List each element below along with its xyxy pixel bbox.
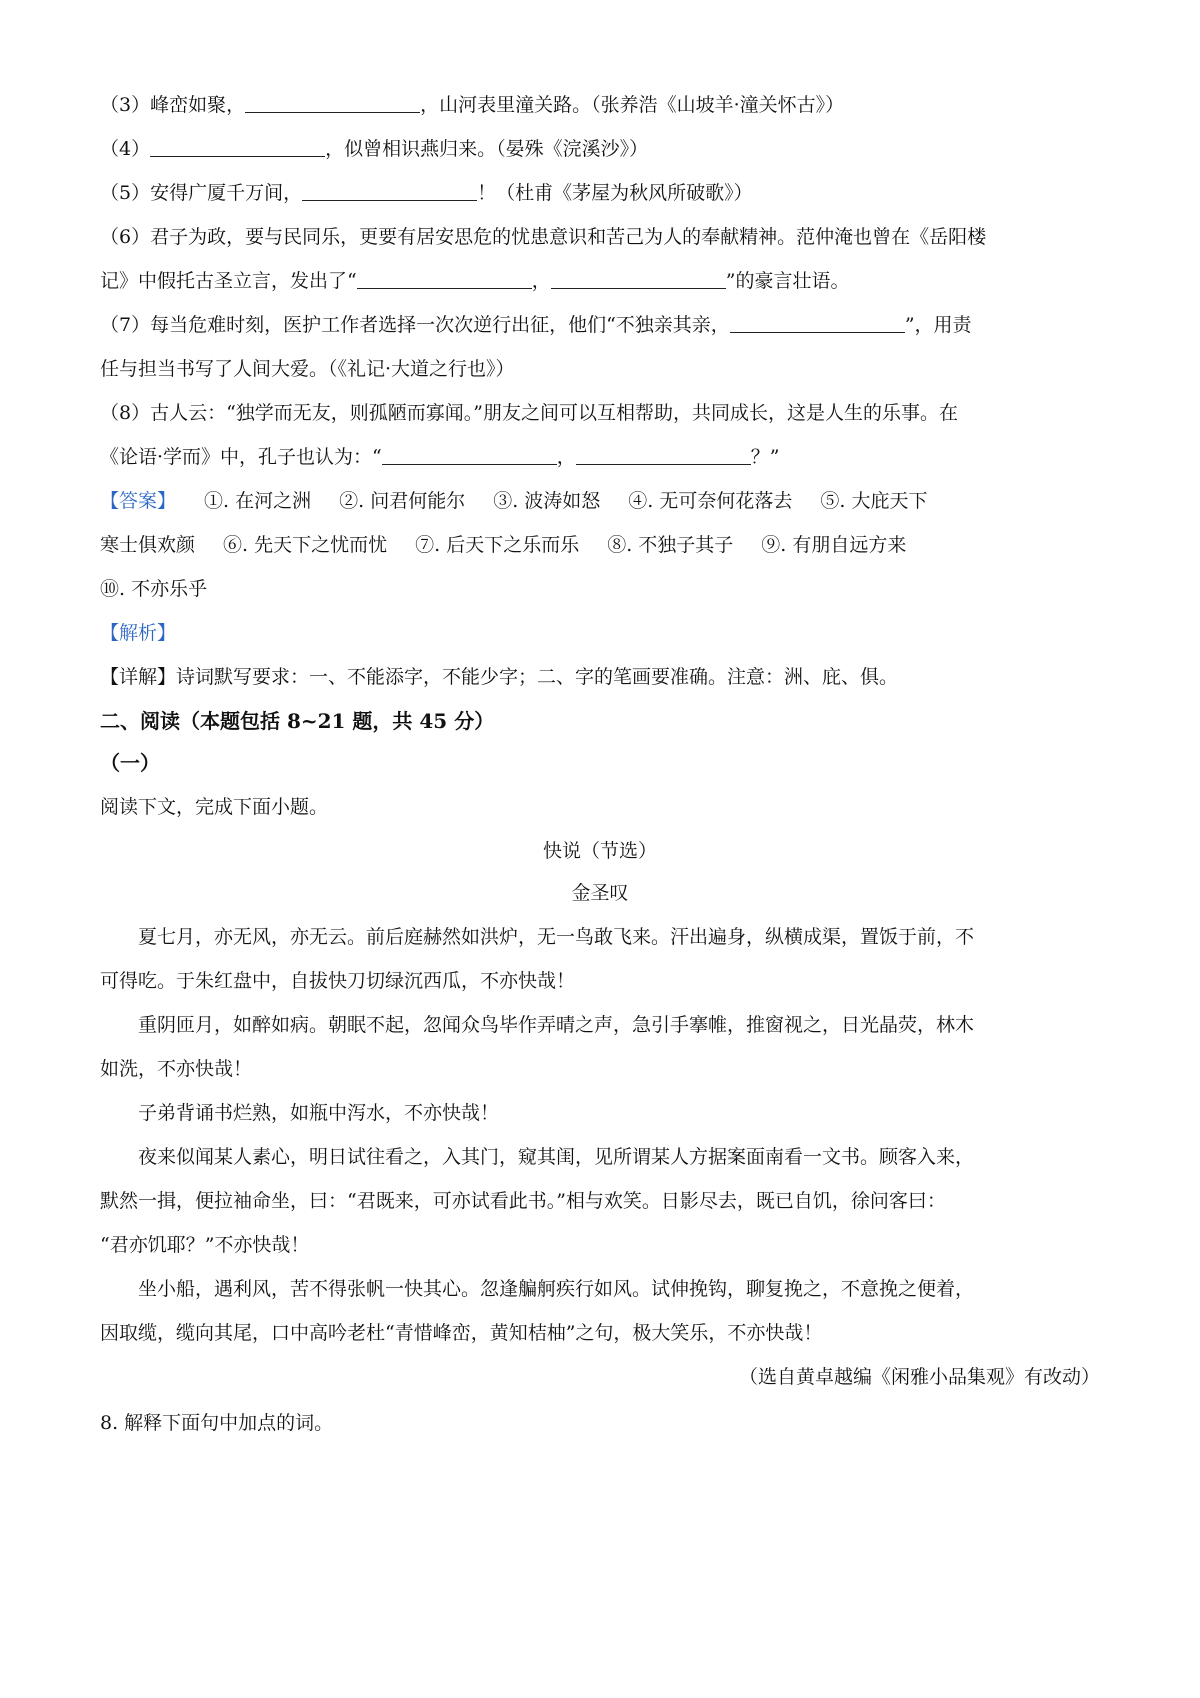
answer-item-5: ⑤. 大庇天下: [820, 490, 928, 512]
answer-line3: [100, 574, 1100, 604]
question-6-line1: （6）君子为政，要与民同乐，更要有居安思危的忧患意识和苦己为人的奉献精神。范仲淹也曾在《岳阳楼: [100, 226, 987, 248]
passage-p1-line1: 夏七月，亦无风，亦无云。前后庭赫然如洪炉，无一鸟敢飞来。汗出遍身，纵横成渠，置饭于前，不: [138, 926, 975, 948]
answer-blank[interactable]: [730, 310, 905, 333]
answer-item-3: ③. 波涛如怒: [493, 490, 601, 512]
section-heading: 二、阅读（本题包括 8~21 题，共 45 分）: [100, 709, 495, 733]
answer-blank[interactable]: [357, 266, 532, 289]
answer-item-5-cont: 寒士俱欢颜: [100, 534, 196, 556]
answer-line2: [100, 530, 1100, 560]
passage-p2-line2: 如洗，不亦快哉！: [100, 1058, 253, 1080]
passage-p4-line1: 夜来似闻某人素心，明日试往看之，入其门，窥其闺，见所谓某人方据案面南看一文书。顾客入来，: [138, 1146, 975, 1168]
answer-blank[interactable]: [245, 90, 420, 113]
question-8-prompt: 8. 解释下面句中加点的词。: [100, 1412, 334, 1434]
answer-blank[interactable]: [576, 442, 751, 465]
passage-p4-line3: “君亦饥耶？”不亦快哉！: [100, 1234, 310, 1256]
answer-item-7: ⑦. 后天下之乐而乐: [415, 534, 580, 556]
question-6-line2: 记》中假托古圣立言，发出了“ ， ”的豪言壮语。: [100, 266, 1100, 296]
question-7-line1: （7）每当危难时刻，医护工作者选择一次次逆行出征，他们“不独亲其亲， ”，用责: [100, 310, 1100, 340]
answer-item-2: ②. 问君何能尔: [339, 490, 466, 512]
passage-p4-line2: 默然一揖，便拉袖命坐，曰：“君既来，可亦试看此书。”相与欢笑。日影尽去，既已自饥，徐问客曰：: [100, 1190, 946, 1212]
answer-blank[interactable]: [302, 178, 477, 201]
answer-line1: [100, 486, 1100, 516]
answer-blank[interactable]: [551, 266, 726, 289]
passage-p5-line1: 坐小船，遇利风，苦不得张帆一快其心。忽逢艑舸疾行如风。试伸挽钩，聊复挽之，不意挽之便着，: [138, 1278, 975, 1300]
detail-explanation: 【详解】诗词默写要求：一、不能添字，不能少字；二、字的笔画要准确。注意：洲、庇、俱。: [100, 666, 899, 688]
answer-item-10: ⑩. 不亦乐乎: [100, 578, 208, 600]
answer-item-6: ⑥. 先天下之忧而忧: [223, 534, 388, 556]
passage-p3: 子弟背诵书烂熟，如瓶中泻水，不亦快哉！: [138, 1102, 500, 1124]
analysis-label: 【解析】: [100, 622, 177, 644]
question-7-line2: 任与担当书写了人间大爱。（《礼记·大道之行也》）: [100, 358, 515, 380]
answer-item-4: ④. 无可奈何花落去: [628, 490, 793, 512]
passage-title: 快说（节选）: [542, 840, 657, 862]
answer-blank[interactable]: [150, 134, 325, 157]
passage-source: （选自黄卓越编《闲雅小品集观》有改动）: [738, 1366, 1100, 1388]
question-5: （5）安得广厦千万间， ！（杜甫《茅屋为秋风所破歌》）: [100, 178, 1100, 208]
answer-label: 【答案】: [100, 490, 177, 512]
passage-p5-line2: 因取缆，缆向其尾，口中高吟老杜“青惜峰峦，黄知桔柚”之句，极大笑乐，不亦快哉！: [100, 1322, 823, 1344]
passage-p2-line1: 重阴匝月，如醉如病。朝眠不起，忽闻众鸟毕作弄晴之声，急引手搴帷，推窗视之，日光晶荧，林木: [138, 1014, 975, 1036]
answer-item-8: ⑧. 不独子其子: [607, 534, 734, 556]
answer-blank[interactable]: [382, 442, 557, 465]
question-3: （3）峰峦如聚， ，山河表里潼关路。（张养浩《山坡羊·潼关怀古》）: [100, 90, 1100, 120]
answer-item-1: ①. 在河之洲: [204, 490, 312, 512]
question-8-line1: （8）古人云：“独学而无友，则孤陋而寡闻。”朋友之间可以互相帮助，共同成长，这是人生的乐事。在: [100, 402, 959, 424]
part-heading: （一）: [100, 751, 160, 775]
answer-item-9: ⑨. 有朋自远方来: [761, 534, 907, 556]
question-4: （4） ，似曾相识燕归来。（晏殊《浣溪沙》）: [100, 134, 1100, 164]
passage-p1-line2: 可得吃。于朱红盘中，自拔快刀切绿沉西瓜，不亦快哉！: [100, 970, 576, 992]
passage-author: 金圣叹: [571, 882, 629, 904]
reading-instruction: 阅读下文，完成下面小题。: [100, 796, 329, 818]
question-8-line2: 《论语·学而》中，孔子也认为：“ ， ？”: [100, 442, 1100, 472]
